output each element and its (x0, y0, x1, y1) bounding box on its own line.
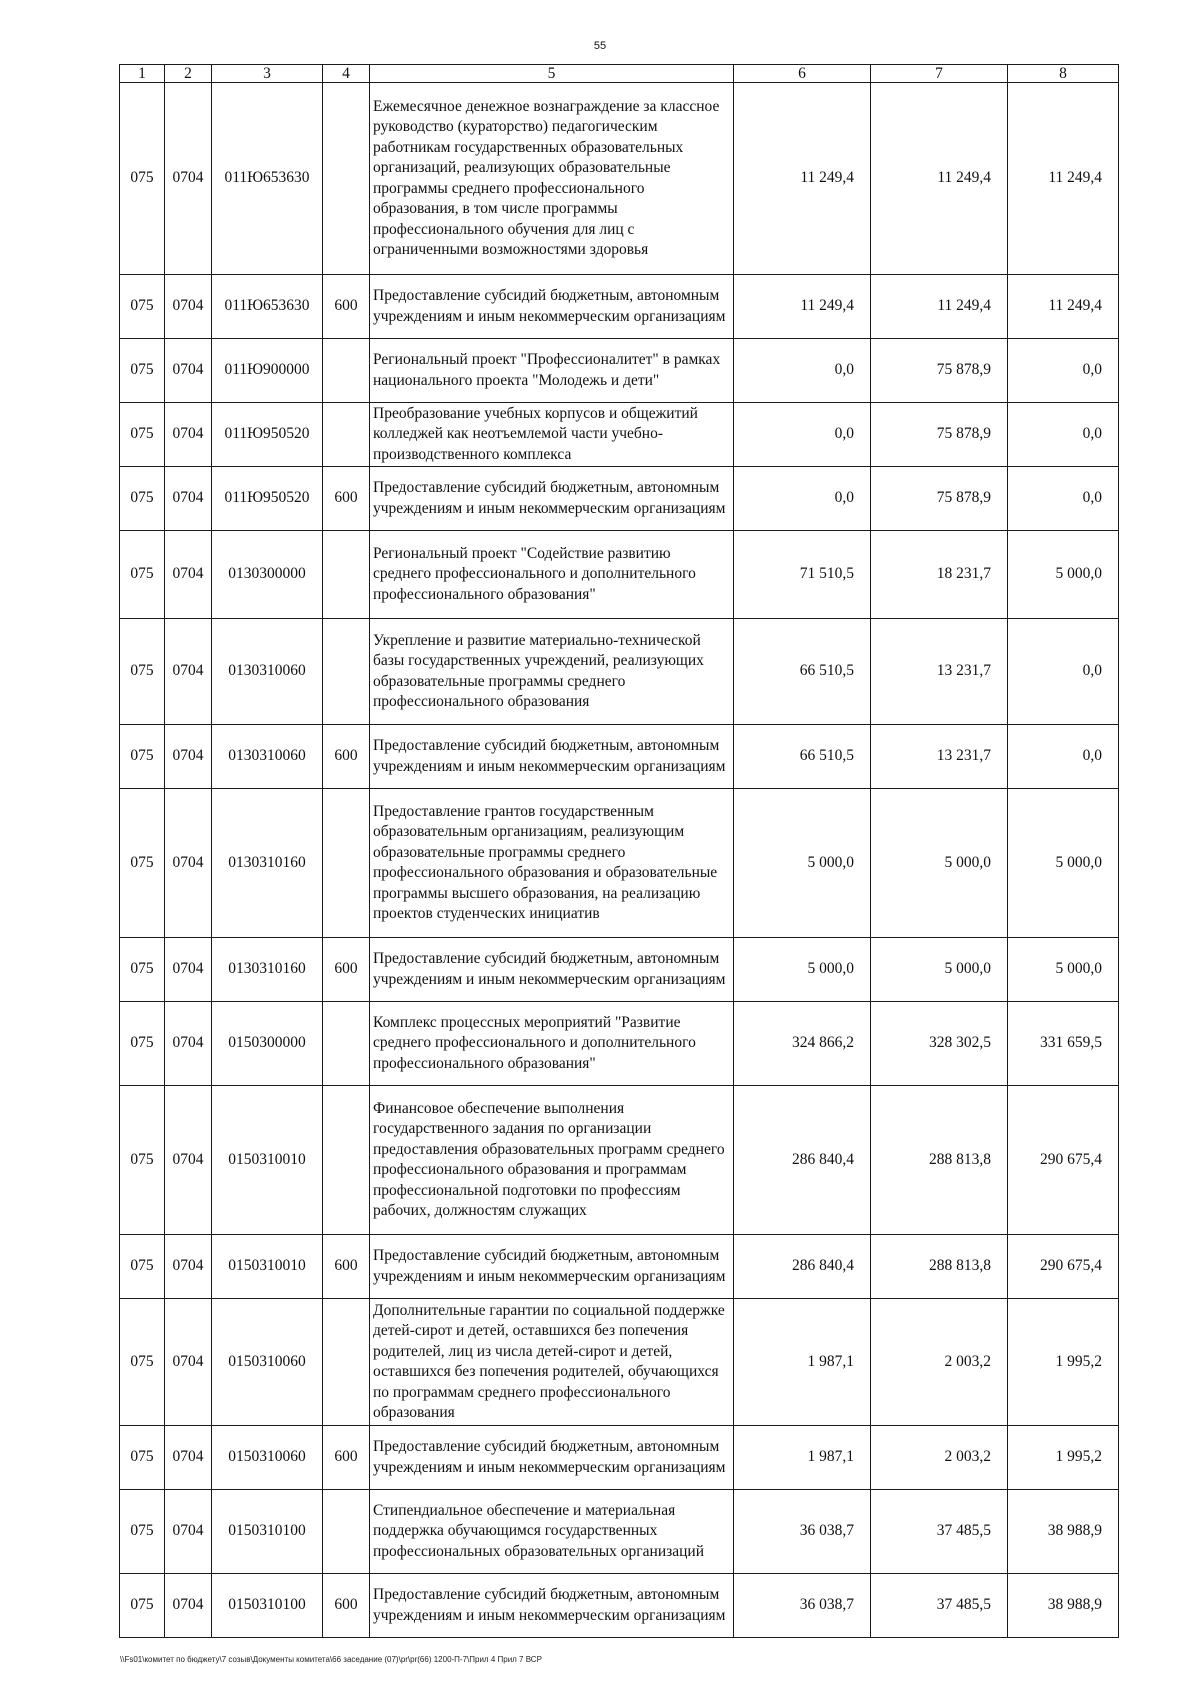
ministry-code: 075 (120, 531, 165, 619)
target-article-code: 011Ю900000 (212, 339, 323, 403)
target-article-code: 011Ю653630 (212, 275, 323, 339)
section-code: 0704 (165, 275, 212, 339)
target-article-code: 011Ю653630 (212, 83, 323, 275)
target-article-code: 0130310160 (212, 789, 323, 938)
amount-col8: 331 659,5 (1008, 1002, 1119, 1086)
table-row (120, 1086, 1119, 1235)
section-code: 0704 (165, 725, 212, 789)
amount-col6: 71 510,5 (734, 531, 871, 619)
description: Преобразование учебных корпусов и общежитий колледжей как неотъемлемой части учебно-производственного комплекса (370, 403, 734, 467)
expense-type-code: 600 (323, 725, 370, 789)
amount-col6: 0,0 (734, 467, 871, 531)
amount-col6: 66 510,5 (734, 725, 871, 789)
description: Предоставление субсидий бюджетным, автономным учреждениям и иным некоммерческим организациям (370, 467, 734, 531)
description: Региональный проект "Содействие развитию среднего профессионального и дополнительного профессионального образования" (370, 531, 734, 619)
section-code: 0704 (165, 1002, 212, 1086)
amount-col6: 286 840,4 (734, 1235, 871, 1299)
ministry-code: 075 (120, 1574, 165, 1638)
expense-type-code: 600 (323, 1426, 370, 1490)
amount-col7: 2 003,2 (871, 1426, 1008, 1490)
ministry-code: 075 (120, 1490, 165, 1574)
amount-col7: 75 878,9 (871, 403, 1008, 467)
amount-col6: 66 510,5 (734, 619, 871, 725)
amount-col7: 11 249,4 (871, 275, 1008, 339)
section-code: 0704 (165, 1299, 212, 1426)
amount-col8: 38 988,9 (1008, 1574, 1119, 1638)
target-article-code: 0150300000 (212, 1002, 323, 1086)
ministry-code: 075 (120, 938, 165, 1002)
description: Ежемесячное денежное вознаграждение за классное руководство (кураторство) педагогическим работникам государственных образовательных организаций, реализующих образовательные программы среднего профессионального образования, в том числе программы профессионального обучения для лиц с ограниченными возможностями здоровья (370, 83, 734, 275)
section-code: 0704 (165, 467, 212, 531)
table-row (120, 1490, 1119, 1574)
ministry-code: 075 (120, 1002, 165, 1086)
amount-col7: 11 249,4 (871, 83, 1008, 275)
amount-col8: 11 249,4 (1008, 275, 1119, 339)
target-article-code: 0150310060 (212, 1426, 323, 1490)
description: Дополнительные гарантии по социальной поддержке детей-сирот и детей, оставшихся без попечения родителей, лиц из числа детей-сирот и детей, оставшихся без попечения родителей, обучающихся по программам среднего профессионального образования (370, 1299, 734, 1426)
amount-col7: 288 813,8 (871, 1086, 1008, 1235)
amount-col7: 75 878,9 (871, 467, 1008, 531)
description: Предоставление грантов государственным образовательным организациям, реализующим образовательные программы среднего профессионального образования и образовательные программы высшего образования, на реализацию проектов студенческих инициатив (370, 789, 734, 938)
expense-type-code: 600 (323, 938, 370, 1002)
table-body (120, 65, 1119, 1638)
column-number-4: 4 (323, 65, 370, 83)
ministry-code: 075 (120, 725, 165, 789)
amount-col6: 1 987,1 (734, 1426, 871, 1490)
column-number-5: 5 (370, 65, 734, 83)
target-article-code: 0150310100 (212, 1574, 323, 1638)
table-row (120, 83, 1119, 275)
amount-col8: 290 675,4 (1008, 1086, 1119, 1235)
target-article-code: 0130310160 (212, 938, 323, 1002)
amount-col8: 0,0 (1008, 725, 1119, 789)
description: Укрепление и развитие материально-технической базы государственных учреждений, реализующих образовательные программы среднего профессионального образования (370, 619, 734, 725)
amount-col7: 37 485,5 (871, 1490, 1008, 1574)
amount-col6: 36 038,7 (734, 1574, 871, 1638)
expense-type-code (323, 1086, 370, 1235)
amount-col8: 5 000,0 (1008, 789, 1119, 938)
section-code: 0704 (165, 1574, 212, 1638)
column-number-2: 2 (165, 65, 212, 83)
amount-col8: 0,0 (1008, 467, 1119, 531)
description: Предоставление субсидий бюджетным, автономным учреждениям и иным некоммерческим организациям (370, 938, 734, 1002)
description: Комплекс процессных мероприятий "Развитие среднего профессионального и дополнительного профессионального образования" (370, 1002, 734, 1086)
amount-col6: 0,0 (734, 339, 871, 403)
target-article-code: 0150310010 (212, 1086, 323, 1235)
section-code: 0704 (165, 1235, 212, 1299)
section-code: 0704 (165, 403, 212, 467)
target-article-code: 0150310060 (212, 1299, 323, 1426)
table-row (120, 725, 1119, 789)
amount-col7: 2 003,2 (871, 1299, 1008, 1426)
section-code: 0704 (165, 339, 212, 403)
amount-col8: 5 000,0 (1008, 938, 1119, 1002)
section-code: 0704 (165, 619, 212, 725)
column-number-1: 1 (120, 65, 165, 83)
amount-col6: 0,0 (734, 403, 871, 467)
section-code: 0704 (165, 1086, 212, 1235)
amount-col6: 5 000,0 (734, 938, 871, 1002)
column-number-row (120, 65, 1119, 83)
amount-col8: 1 995,2 (1008, 1426, 1119, 1490)
table-row (120, 1426, 1119, 1490)
amount-col7: 5 000,0 (871, 789, 1008, 938)
ministry-code: 075 (120, 1235, 165, 1299)
column-number-7: 7 (871, 65, 1008, 83)
amount-col8: 0,0 (1008, 339, 1119, 403)
ministry-code: 075 (120, 467, 165, 531)
amount-col8: 11 249,4 (1008, 83, 1119, 275)
footer-file-path: \\Fs01\комитет по бюджету\7 созыв\Документы комитета\66 заседание (07)\pr\pr(66) 1200-П-7\Прил 4 Прил 7 ВСР (120, 1655, 542, 1664)
section-code: 0704 (165, 1426, 212, 1490)
ministry-code: 075 (120, 1426, 165, 1490)
amount-col6: 11 249,4 (734, 83, 871, 275)
amount-col7: 288 813,8 (871, 1235, 1008, 1299)
target-article-code: 011Ю950520 (212, 403, 323, 467)
amount-col6: 5 000,0 (734, 789, 871, 938)
description: Стипендиальное обеспечение и материальная поддержка обучающимся государственных профессиональных образовательных организаций (370, 1490, 734, 1574)
target-article-code: 0150310010 (212, 1235, 323, 1299)
expense-type-code (323, 531, 370, 619)
ministry-code: 075 (120, 403, 165, 467)
amount-col8: 38 988,9 (1008, 1490, 1119, 1574)
section-code: 0704 (165, 1490, 212, 1574)
table-row (120, 1235, 1119, 1299)
target-article-code: 0130310060 (212, 725, 323, 789)
description: Предоставление субсидий бюджетным, автономным учреждениям и иным некоммерческим организациям (370, 275, 734, 339)
amount-col7: 75 878,9 (871, 339, 1008, 403)
section-code: 0704 (165, 531, 212, 619)
expense-type-code (323, 339, 370, 403)
ministry-code: 075 (120, 1086, 165, 1235)
description: Предоставление субсидий бюджетным, автономным учреждениям и иным некоммерческим организациям (370, 725, 734, 789)
expense-type-code: 600 (323, 467, 370, 531)
section-code: 0704 (165, 789, 212, 938)
expense-type-code (323, 1002, 370, 1086)
budget-table (119, 64, 1119, 1638)
amount-col6: 324 866,2 (734, 1002, 871, 1086)
ministry-code: 075 (120, 619, 165, 725)
amount-col6: 1 987,1 (734, 1299, 871, 1426)
amount-col7: 13 231,7 (871, 725, 1008, 789)
amount-col8: 1 995,2 (1008, 1299, 1119, 1426)
amount-col6: 11 249,4 (734, 275, 871, 339)
amount-col8: 290 675,4 (1008, 1235, 1119, 1299)
target-article-code: 011Ю950520 (212, 467, 323, 531)
expense-type-code (323, 403, 370, 467)
amount-col6: 36 038,7 (734, 1490, 871, 1574)
table-row (120, 789, 1119, 938)
description: Предоставление субсидий бюджетным, автономным учреждениям и иным некоммерческим организациям (370, 1574, 734, 1638)
description: Предоставление субсидий бюджетным, автономным учреждениям и иным некоммерческим организациям (370, 1235, 734, 1299)
target-article-code: 0130300000 (212, 531, 323, 619)
expense-type-code: 600 (323, 1574, 370, 1638)
target-article-code: 0150310100 (212, 1490, 323, 1574)
table-row (120, 403, 1119, 467)
column-number-8: 8 (1008, 65, 1119, 83)
table-row (120, 1002, 1119, 1086)
amount-col7: 5 000,0 (871, 938, 1008, 1002)
table-row (120, 1574, 1119, 1638)
target-article-code: 0130310060 (212, 619, 323, 725)
description: Региональный проект "Профессионалитет" в рамках национального проекта "Молодежь и дети" (370, 339, 734, 403)
table-row (120, 467, 1119, 531)
amount-col8: 0,0 (1008, 403, 1119, 467)
amount-col7: 37 485,5 (871, 1574, 1008, 1638)
table-row (120, 531, 1119, 619)
column-number-3: 3 (212, 65, 323, 83)
amount-col6: 286 840,4 (734, 1086, 871, 1235)
table-row (120, 339, 1119, 403)
expense-type-code (323, 83, 370, 275)
amount-col7: 18 231,7 (871, 531, 1008, 619)
expense-type-code (323, 1490, 370, 1574)
description: Предоставление субсидий бюджетным, автономным учреждениям и иным некоммерческим организациям (370, 1426, 734, 1490)
amount-col8: 0,0 (1008, 619, 1119, 725)
expense-type-code (323, 619, 370, 725)
table-row (120, 938, 1119, 1002)
expense-type-code: 600 (323, 1235, 370, 1299)
expense-type-code (323, 789, 370, 938)
expense-type-code (323, 1299, 370, 1426)
ministry-code: 075 (120, 275, 165, 339)
amount-col7: 328 302,5 (871, 1002, 1008, 1086)
table-row (120, 275, 1119, 339)
ministry-code: 075 (120, 339, 165, 403)
page-number: 55 (593, 40, 607, 52)
description: Финансовое обеспечение выполнения государственного задания по организации предоставления образовательных программ среднего профессионального образования и программам профессиональной подготовки по профессиям рабочих, должностям служащих (370, 1086, 734, 1235)
ministry-code: 075 (120, 1299, 165, 1426)
section-code: 0704 (165, 938, 212, 1002)
ministry-code: 075 (120, 789, 165, 938)
table-row (120, 1299, 1119, 1426)
section-code: 0704 (165, 83, 212, 275)
table-row (120, 619, 1119, 725)
amount-col7: 13 231,7 (871, 619, 1008, 725)
expense-type-code: 600 (323, 275, 370, 339)
amount-col8: 5 000,0 (1008, 531, 1119, 619)
column-number-6: 6 (734, 65, 871, 83)
ministry-code: 075 (120, 83, 165, 275)
